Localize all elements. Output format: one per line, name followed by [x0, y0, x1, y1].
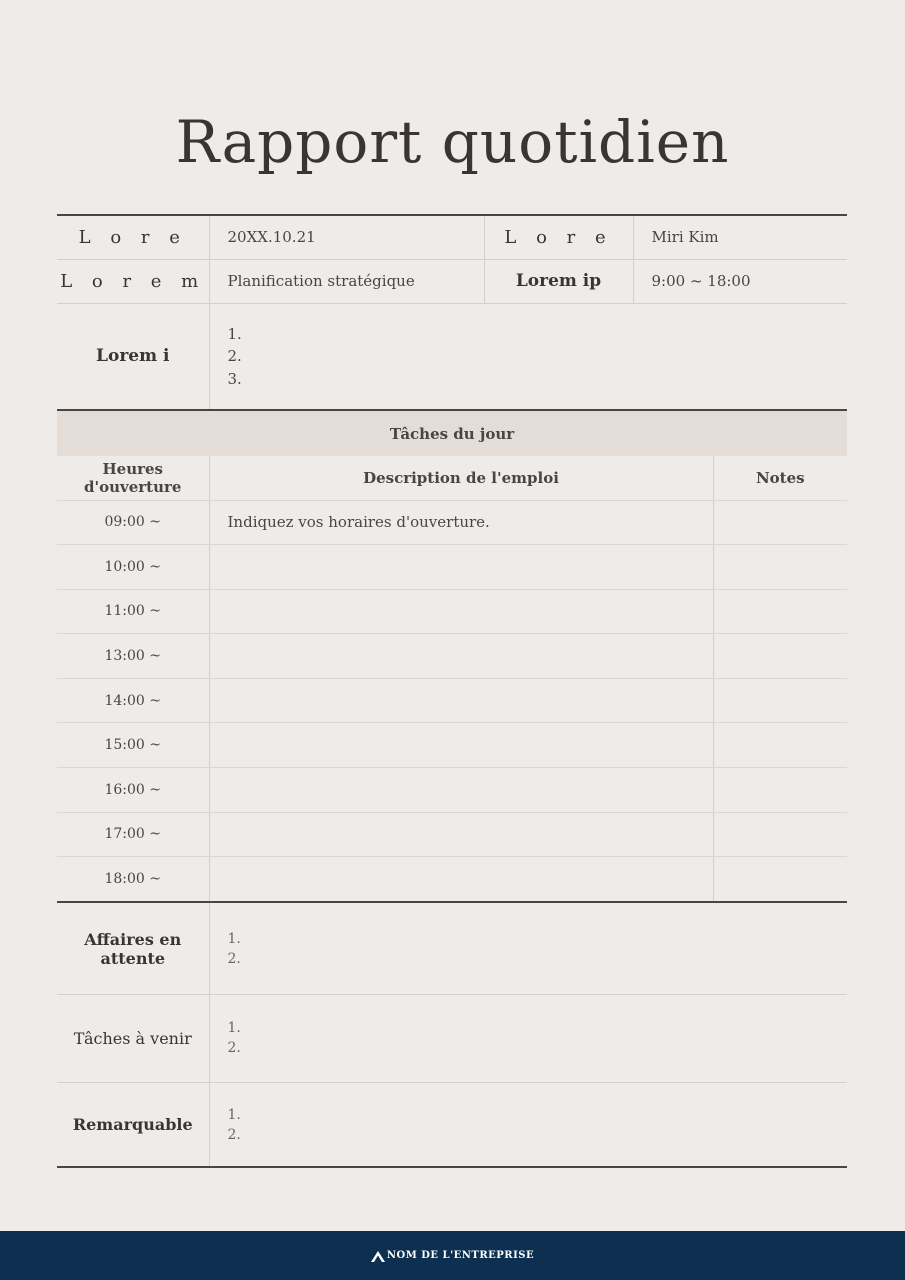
- remarkable-row: [57, 1082, 847, 1167]
- info-label-hours: Lorem ip: [484, 259, 633, 303]
- time-cell: 10:00 ~: [57, 545, 209, 590]
- list-item: 2.: [227, 1126, 241, 1143]
- time-cell: 09:00 ~: [57, 500, 209, 545]
- time-cell: 15:00 ~: [57, 723, 209, 768]
- table-row: [57, 857, 847, 902]
- info-value-department[interactable]: Planification stratégique: [209, 259, 484, 303]
- info-label-goals: Lorem i: [96, 346, 170, 367]
- column-header-notes: Notes: [713, 456, 847, 500]
- report-sheet: [57, 214, 847, 1168]
- time-cell: 18:00 ~: [104, 871, 162, 888]
- list-item: 1.: [227, 1106, 241, 1123]
- table-row: [57, 634, 847, 679]
- info-row-2: [57, 259, 847, 303]
- description-cell[interactable]: [209, 857, 713, 902]
- info-label-date: L o r e: [57, 215, 209, 259]
- info-goals-list[interactable]: [209, 303, 847, 409]
- pending-label: Affaires en attente: [57, 902, 209, 994]
- pending-list[interactable]: [209, 902, 847, 994]
- table-row: [57, 545, 847, 590]
- time-cell: 16:00 ~: [57, 768, 209, 813]
- notes-cell[interactable]: [713, 634, 847, 679]
- description-cell[interactable]: Indiquez vos horaires d'ouverture.: [209, 500, 713, 545]
- description-cell[interactable]: [209, 545, 713, 590]
- info-table: [57, 214, 847, 409]
- list-item: 1.: [227, 1020, 241, 1037]
- summary-table: [57, 901, 847, 1168]
- description-cell[interactable]: [209, 589, 713, 634]
- info-row-3: [57, 303, 847, 409]
- list-item: 2.: [227, 347, 242, 365]
- tasks-table: [57, 409, 847, 901]
- notes-cell[interactable]: [713, 589, 847, 634]
- description-cell[interactable]: [209, 723, 713, 768]
- list-item: 1.: [227, 930, 241, 947]
- footer-bar: [0, 1231, 905, 1280]
- description-cell[interactable]: [209, 634, 713, 679]
- notes-cell[interactable]: [713, 500, 847, 545]
- info-row-1: [57, 215, 847, 259]
- table-row: [57, 500, 847, 545]
- info-label-name: L o r e: [484, 215, 633, 259]
- column-header-description: Description de l'emploi: [209, 456, 713, 500]
- upcoming-row: [57, 994, 847, 1082]
- pending-row: [57, 902, 847, 994]
- remarkable-list[interactable]: [209, 1082, 847, 1167]
- upcoming-label: Tâches à venir: [57, 994, 209, 1082]
- notes-cell[interactable]: [713, 857, 847, 902]
- tasks-heading-row: [57, 410, 847, 456]
- description-cell[interactable]: [209, 812, 713, 857]
- remarkable-label: Remarquable: [57, 1082, 209, 1167]
- table-row: [57, 678, 847, 723]
- table-row: [57, 589, 847, 634]
- time-cell: 17:00 ~: [57, 812, 209, 857]
- table-row: [57, 768, 847, 813]
- table-row: [57, 812, 847, 857]
- info-value-name[interactable]: Miri Kim: [633, 215, 847, 259]
- list-item: 3.: [227, 369, 242, 388]
- description-cell[interactable]: [209, 678, 713, 723]
- tasks-column-header: [57, 456, 847, 500]
- company-name: NOM DE L'ENTREPRISE: [386, 1250, 535, 1261]
- table-row: [57, 723, 847, 768]
- notes-cell[interactable]: [713, 545, 847, 590]
- mountain-logo-icon: [371, 1250, 385, 1262]
- notes-cell[interactable]: [713, 723, 847, 768]
- page-title: Rapport quotidien: [175, 108, 730, 176]
- info-value-date[interactable]: 20XX.10.21: [209, 215, 484, 259]
- info-label-department: L o r e m: [57, 259, 209, 303]
- time-cell: 11:00 ~: [57, 589, 209, 634]
- time-cell: 14:00 ~: [57, 678, 209, 723]
- notes-cell[interactable]: [713, 812, 847, 857]
- list-item: 2.: [227, 1040, 241, 1057]
- notes-cell[interactable]: [713, 678, 847, 723]
- notes-cell[interactable]: [713, 768, 847, 813]
- tasks-heading: Tâches du jour: [57, 410, 847, 456]
- upcoming-list[interactable]: [209, 994, 847, 1082]
- list-item: 2.: [227, 950, 241, 967]
- column-header-hours: Heures d'ouverture: [57, 456, 209, 500]
- description-cell[interactable]: [209, 768, 713, 813]
- time-cell: 13:00 ~: [57, 634, 209, 679]
- info-value-hours[interactable]: 9:00 ~ 18:00: [633, 259, 847, 303]
- list-item: 1.: [227, 324, 242, 343]
